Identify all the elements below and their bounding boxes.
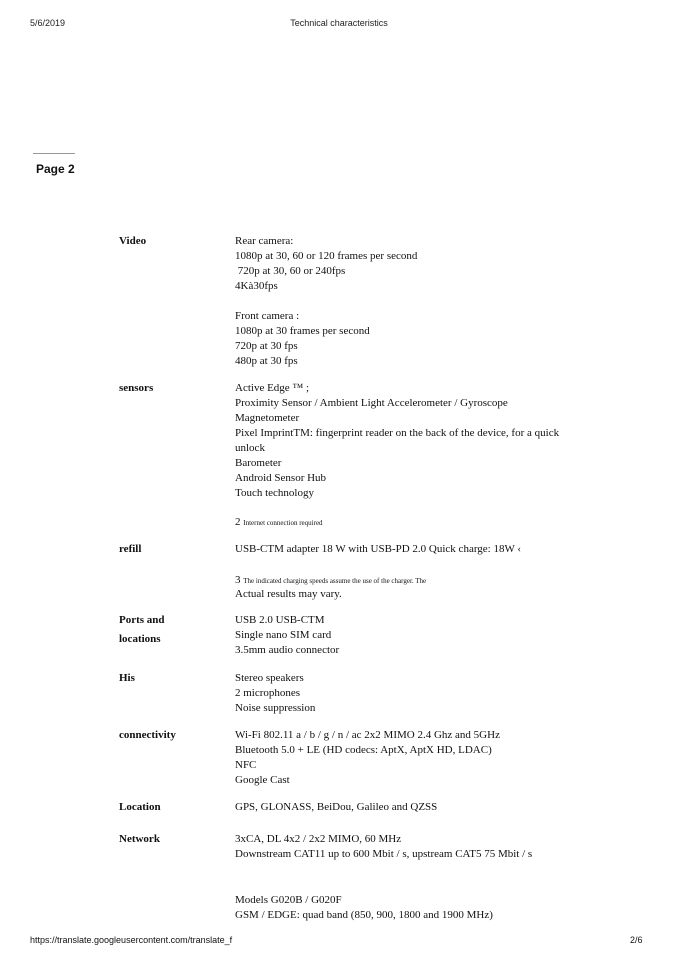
text-line: Barometer bbox=[235, 457, 282, 469]
text-line: Noise suppression bbox=[235, 702, 316, 714]
text-line: 1080p at 30 frames per second bbox=[235, 325, 370, 337]
text-line: Touch technology bbox=[235, 487, 314, 499]
row-label-refill: refill bbox=[119, 543, 142, 555]
header-title: Technical characteristics bbox=[290, 18, 388, 28]
footnote-2 bbox=[235, 515, 575, 531]
text-line: Rear camera: bbox=[235, 235, 294, 247]
text-line: GSM / EDGE: quad band (850, 900, 1800 and 1900 MHz) bbox=[235, 909, 493, 921]
text-line: 720p at 30 fps bbox=[235, 340, 298, 352]
row-label-connectivity: connectivity bbox=[119, 729, 176, 741]
page-label: Page 2 bbox=[36, 162, 75, 176]
text-line: Downstream CAT11 up to 600 Mbit / s, upstream CAT5 75 Mbit / s bbox=[235, 848, 533, 860]
text-line: USB 2.0 USB-CTM bbox=[235, 614, 325, 626]
text-line: Magnetometer bbox=[235, 412, 300, 424]
text-line: Front camera : bbox=[235, 310, 300, 322]
text-line: 3.5mm audio connector bbox=[235, 644, 340, 656]
text-line: Models G020B / G020F bbox=[235, 894, 342, 906]
row-label-his: His bbox=[119, 672, 135, 684]
text-line: NFC bbox=[235, 759, 257, 771]
text-line: Pixel ImprintTM: fingerprint reader on the back of the device, for a quick unlock bbox=[235, 427, 560, 454]
text-line: 720p at 30, 60 or 240fps bbox=[235, 265, 346, 277]
text-line: 3xCA, DL 4x2 / 2x2 MIMO, 60 MHz bbox=[235, 833, 402, 845]
footer-page-number: 2/6 bbox=[630, 935, 643, 945]
row-label-sensors: sensors bbox=[119, 382, 154, 394]
video-rear-block bbox=[235, 234, 575, 294]
network-block bbox=[235, 832, 545, 862]
row-label-video: Video bbox=[119, 235, 147, 247]
sensors-block bbox=[235, 381, 575, 501]
label-line: Ports and bbox=[119, 614, 165, 626]
video-front-block bbox=[235, 309, 575, 369]
text-line: Single nano SIM card bbox=[235, 629, 332, 641]
text-line: Bluetooth 5.0 + LE (HD codecs: AptX, AptX HD, LDAC) bbox=[235, 744, 492, 756]
text-line: 2 microphones bbox=[235, 687, 301, 699]
label-line: locations bbox=[119, 633, 161, 645]
connectivity-block bbox=[235, 728, 575, 788]
location-line: GPS, GLONASS, BeiDou, Galileo and QZSS bbox=[235, 801, 438, 813]
footnote-number: 2 bbox=[235, 516, 241, 528]
network-models-block bbox=[235, 893, 575, 923]
footnote-number: 3 bbox=[235, 574, 241, 586]
row-label-ports bbox=[119, 613, 165, 647]
refill-note-line: Actual results may vary. bbox=[235, 588, 342, 600]
row-label-location: Location bbox=[119, 801, 161, 813]
text-line: Active Edge ™ ; bbox=[235, 382, 310, 394]
footer-url: https://translate.googleusercontent.com/translate_f bbox=[30, 935, 233, 945]
text-line: 4Kà30fps bbox=[235, 280, 278, 292]
ports-block bbox=[235, 613, 575, 658]
text-line: Wi-Fi 802.11 a / b / g / n / ac 2x2 MIMO 2.4 Ghz and 5GHz bbox=[235, 729, 500, 741]
his-block bbox=[235, 671, 575, 716]
text-line: 480p at 30 fps bbox=[235, 355, 298, 367]
text-line: Google Cast bbox=[235, 774, 290, 786]
row-label-network: Network bbox=[119, 833, 160, 845]
footnote-text: The indicated charging speeds assume the use of the charger. The bbox=[243, 577, 427, 585]
header-date: 5/6/2019 bbox=[30, 18, 66, 28]
text-line: Android Sensor Hub bbox=[235, 472, 327, 484]
text-line: 1080p at 30, 60 or 120 frames per second bbox=[235, 250, 418, 262]
footnote-text: Internet connection required bbox=[243, 519, 323, 527]
page-rule bbox=[33, 153, 75, 154]
refill-line: USB-CTM adapter 18 W with USB-PD 2.0 Quick charge: 18W ‹ bbox=[235, 543, 522, 555]
text-line: Proximity Sensor / Ambient Light Accelerometer / Gyroscope bbox=[235, 397, 508, 409]
text-line: Stereo speakers bbox=[235, 672, 304, 684]
